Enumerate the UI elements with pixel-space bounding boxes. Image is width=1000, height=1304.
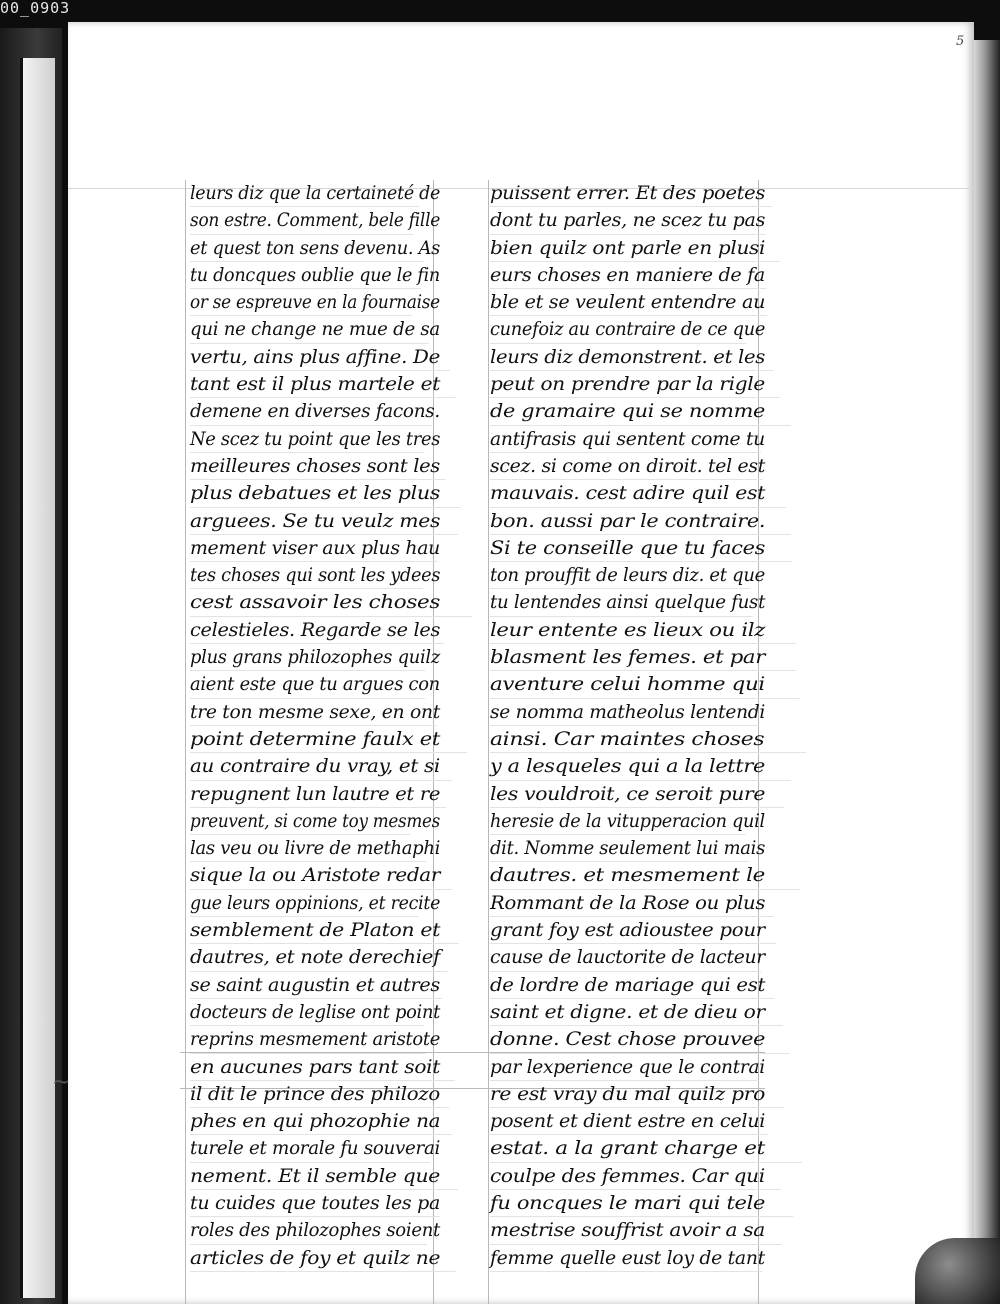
- manuscript-line: saint et digne. et de dieu or: [490, 999, 783, 1026]
- manuscript-line: bon. aussi par le contraire.: [490, 508, 791, 535]
- film-frame-label: 00_0903: [0, 0, 71, 17]
- manuscript-line: aient este que tu argues con: [190, 671, 425, 698]
- manuscript-line: grant foy est adioustee pour: [490, 917, 776, 944]
- left-page-edge: [0, 28, 62, 1304]
- manuscript-line: par lexperience que le contrai: [490, 1054, 759, 1081]
- manuscript-line: ton prouffit de leurs diz. et que: [490, 562, 750, 589]
- manuscript-line: cunefoiz au contraire de ce que: [490, 316, 746, 343]
- manuscript-line: leur entente es lieux ou ilz: [490, 617, 796, 644]
- manuscript-line: antifrasis qui sentent come tu: [490, 426, 761, 453]
- manuscript-line: cause de lauctorite de lacteur: [490, 944, 761, 971]
- text-column-right: [490, 180, 765, 1272]
- manuscript-line: donne. Cest chose prouvee: [490, 1026, 789, 1053]
- manuscript-line: se nomma matheolus lentendi: [490, 699, 759, 726]
- manuscript-line: blasment les femes. et par: [490, 644, 797, 671]
- folio-number: 5: [956, 34, 965, 49]
- manuscript-line: se saint augustin et autres: [190, 972, 442, 999]
- ink-smudge-icon: ~: [52, 1070, 71, 1095]
- left-page-strip: [20, 58, 55, 1298]
- manuscript-line: sique la ou Aristote redar: [190, 862, 452, 889]
- manuscript-line: aventure celui homme qui: [490, 671, 799, 698]
- manuscript-line: y a lesqueles qui a la lettre: [490, 753, 791, 780]
- manuscript-line: dont tu parles, ne scez tu pas: [490, 207, 766, 234]
- manuscript-line: mauvais. cest adire quil est: [490, 480, 786, 507]
- manuscript-line: docteurs de leglise ont point: [190, 999, 425, 1026]
- manuscript-line: gue leurs oppinions, et recite: [190, 890, 419, 917]
- manuscript-line: leurs diz demonstrent. et les: [490, 344, 774, 371]
- manuscript-line: bien quilz ont parle en plusi: [490, 235, 780, 262]
- manuscript-line: turele et morale fu souverai: [190, 1135, 430, 1162]
- manuscript-line: semblement de Platon et: [190, 917, 459, 944]
- text-column-left: [190, 180, 440, 1272]
- manuscript-line: au contraire du vray, et si: [190, 753, 452, 780]
- manuscript-line: dautres, et note derechief: [190, 944, 448, 971]
- manuscript-line: cest assavoir les choses: [190, 589, 472, 616]
- manuscript-line: arguees. Se tu veulz mes: [190, 508, 458, 535]
- manuscript-line: plus debatues et les plus: [190, 480, 461, 507]
- manuscript-line: femme quelle eust loy de tant: [490, 1245, 763, 1272]
- manuscript-line: articles de foy et quilz ne: [190, 1245, 456, 1272]
- manuscript-line: tant est il plus martele et: [190, 371, 456, 398]
- manuscript-line: son estre. Comment, bele fille: [190, 207, 413, 234]
- manuscript-line: tes choses qui sont les ydees: [190, 562, 423, 589]
- right-binding-edge: [974, 40, 1000, 1304]
- manuscript-line: eurs choses en maniere de fa: [490, 262, 766, 289]
- manuscript-line: preuvent, si come toy mesmes: [190, 808, 411, 835]
- ruling-vertical: [185, 180, 186, 1304]
- manuscript-line: dit. Nomme seulement lui mais: [490, 835, 749, 862]
- manuscript-line: et quest ton sens devenu. As: [190, 235, 424, 262]
- manuscript-line: dautres. et mesmement le: [490, 862, 800, 889]
- manuscript-line: mestrise souffrist avoir a sa: [490, 1217, 782, 1244]
- manuscript-line: roles des philozophes soient: [190, 1217, 427, 1244]
- manuscript-line: mement viser aux plus hau: [190, 535, 438, 562]
- manuscript-line: or se espreuve en la fournaise: [190, 289, 412, 316]
- thumb-icon: [915, 1238, 1000, 1304]
- manuscript-line: nement. Et il semble que: [190, 1163, 458, 1190]
- manuscript-line: les vouldroit, ce seroit pure: [490, 781, 784, 808]
- manuscript-line: tu lentendes ainsi quelque fust: [490, 589, 753, 616]
- manuscript-line: tu doncques oublie que le fin: [190, 262, 421, 289]
- manuscript-line: en aucunes pars tant soit: [190, 1054, 455, 1081]
- manuscript-line: fu oncques le mari qui tele: [490, 1190, 793, 1217]
- manuscript-line: de lordre de mariage qui est: [490, 972, 774, 999]
- manuscript-line: puissent errer. Et des poetes: [490, 180, 772, 207]
- manuscript-line: estat. a la grant charge et: [490, 1135, 802, 1162]
- manuscript-line: reprins mesmement aristote: [190, 1026, 426, 1053]
- manuscript-line: coulpe des femmes. Car qui: [490, 1163, 781, 1190]
- manuscript-line: meilleures choses sont les: [190, 453, 446, 480]
- manuscript-line: tre ton mesme sexe, en ont: [190, 699, 436, 726]
- manuscript-line: plus grans philozophes quilz: [190, 644, 425, 671]
- manuscript-line: ble et se veulent entendre au: [490, 289, 767, 316]
- manuscript-line: point determine faulx et: [190, 726, 467, 753]
- manuscript-line: phes en qui phozophie na: [190, 1108, 452, 1135]
- manuscript-line: ainsi. Car maintes choses: [490, 726, 806, 753]
- manuscript-line: Ne scez tu point que les tres: [190, 426, 424, 453]
- manuscript-line: Rommant de la Rose ou plus: [490, 890, 774, 917]
- manuscript-line: scez. si come on diroit. tel est: [490, 453, 763, 480]
- manuscript-line: heresie de la vitupperacion quil: [490, 808, 745, 835]
- manuscript-line: Si te conseille que tu faces: [490, 535, 793, 562]
- manuscript-line: celestieles. Regarde se les: [190, 617, 444, 644]
- manuscript-line: repugnent lun lautre et re: [190, 781, 446, 808]
- manuscript-line: las veu ou livre de methaphi: [190, 835, 427, 862]
- manuscript-line: qui ne change ne mue de sa: [190, 316, 429, 343]
- manuscript-line: tu cuides que toutes les pa: [190, 1190, 440, 1217]
- manuscript-line: leurs diz que la certaineté de: [190, 180, 419, 207]
- ruling-vertical: [488, 180, 489, 1304]
- manuscript-line: peut on prendre par la rigle: [490, 371, 780, 398]
- manuscript-line: demene en diverses facons.: [190, 398, 432, 425]
- manuscript-line: re est vray du mal quilz pro: [490, 1081, 783, 1108]
- manuscript-line: de gramaire qui se nomme: [490, 398, 791, 425]
- manuscript-line: posent et dient estre en celui: [490, 1108, 767, 1135]
- manuscript-line: vertu, ains plus affine. De: [190, 344, 450, 371]
- manuscript-line: il dit le prince des philozo: [190, 1081, 449, 1108]
